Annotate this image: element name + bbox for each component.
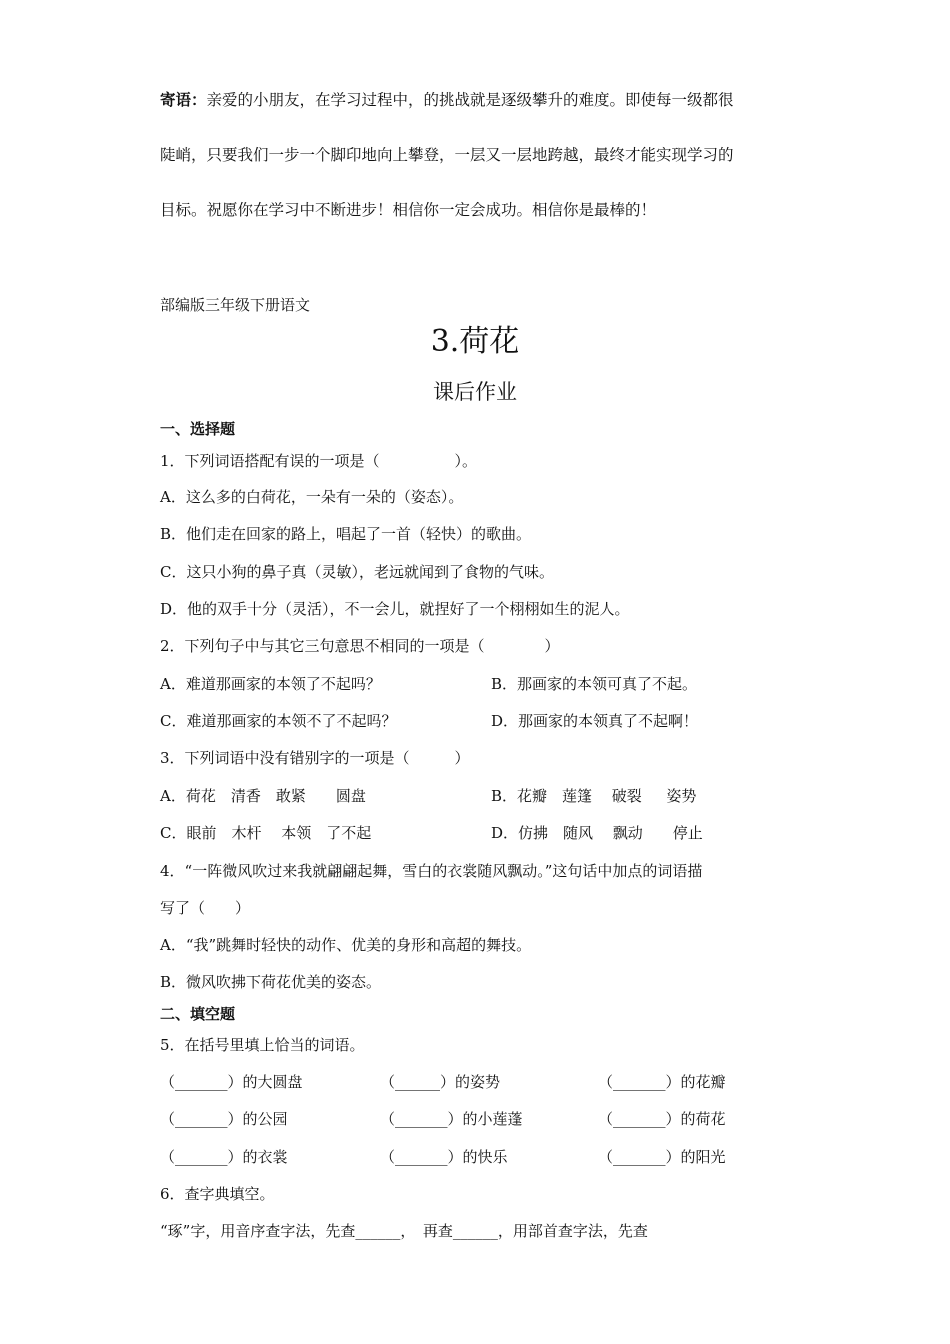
section-heading-fill: 二、填空题 <box>160 1005 236 1023</box>
q1-option-c: C．这只小狗的鼻子真（灵敏），老远就闻到了食物的气味。 <box>160 563 554 581</box>
q3-stem: 3．下列词语中没有错别字的一项是（ ） <box>160 749 470 767</box>
q3-option-d: D．仿拂 随风 飘动 停止 <box>491 824 703 842</box>
q5-blank[interactable]: （______）的姿势 <box>380 1073 501 1091</box>
q2-option-b: B．那画家的本领可真了不起。 <box>491 675 698 693</box>
intro-label: 寄语： <box>160 90 207 109</box>
q6-stem: 6．查字典填空。 <box>160 1185 275 1203</box>
section-heading-choice: 一、选择题 <box>160 420 236 438</box>
q5-blank[interactable]: （_______）的公园 <box>160 1110 288 1128</box>
q3-option-a: A．荷花 清香 敢紧 圆盘 <box>160 787 366 805</box>
q4-stem-line-1: 4．“一阵微风吹过来我就翩翩起舞，雪白的衣裳随风飘动。”这句话中加点的词语描 <box>160 862 703 880</box>
q2-option-a: A．难道那画家的本领了不起吗？ <box>160 675 381 693</box>
q5-blank[interactable]: （_______）的衣裳 <box>160 1148 288 1166</box>
q2-option-d: D．那画家的本领真了不起啊！ <box>491 712 699 730</box>
q2-stem: 2．下列句子中与其它三句意思不相同的一项是（ ） <box>160 637 560 655</box>
q4-option-a: A．“我”跳舞时轻快的动作、优美的身形和高超的舞技。 <box>160 936 532 954</box>
q1-option-b: B．他们走在回家的路上，唱起了一首（轻快）的歌曲。 <box>160 525 532 543</box>
q5-blank[interactable]: （_______）的荷花 <box>598 1110 726 1128</box>
q5-blank[interactable]: （_______）的阳光 <box>598 1148 726 1166</box>
intro-line-2: 陡峭，只要我们一步一个脚印地向上攀登，一层又一层地跨越，最终才能实现学习的 <box>160 146 734 164</box>
intro-text-1: 亲爱的小朋友，在学习过程中，的挑战就是逐级攀升的难度。即使每一级都很 <box>206 91 734 109</box>
q3-option-b: B．花瓣 莲篷 破裂 姿势 <box>491 787 697 805</box>
q4-stem-line-2: 写了（ ） <box>160 899 251 917</box>
q5-blank[interactable]: （_______）的快乐 <box>380 1148 508 1166</box>
q6-line-1[interactable]: “琢”字，用音序查字法，先查______， 再查______，用部首查字法，先查 <box>160 1222 648 1240</box>
lesson-subtitle: 课后作业 <box>433 380 517 404</box>
q5-stem: 5．在括号里填上恰当的词语。 <box>160 1036 365 1054</box>
q1-option-d: D．他的双手十分（灵活），不一会儿，就捏好了一个栩栩如生的泥人。 <box>160 600 630 618</box>
q5-blank[interactable]: （_______）的大圆盘 <box>160 1073 303 1091</box>
lesson-title: 3.荷花 <box>430 324 520 359</box>
intro-line-1 <box>160 90 734 110</box>
q2-option-c: C．难道那画家的本领不了不起吗？ <box>160 712 397 730</box>
q3-option-c: C．眼前 木杆 本领 了不起 <box>160 824 372 842</box>
q4-option-b: B．微风吹拂下荷花优美的姿态。 <box>160 973 382 991</box>
course-label: 部编版三年级下册语文 <box>160 296 311 314</box>
q5-blank[interactable]: （_______）的花瓣 <box>598 1073 726 1091</box>
q5-blank[interactable]: （_______）的小莲蓬 <box>380 1110 523 1128</box>
q1-option-a: A．这么多的白荷花，一朵有一朵的（姿态）。 <box>160 488 464 506</box>
intro-line-3: 目标。祝愿你在学习中不断进步！相信你一定会成功。相信你是最棒的！ <box>160 201 657 219</box>
q1-stem: 1．下列词语搭配有误的一项是（ ）。 <box>160 452 478 470</box>
